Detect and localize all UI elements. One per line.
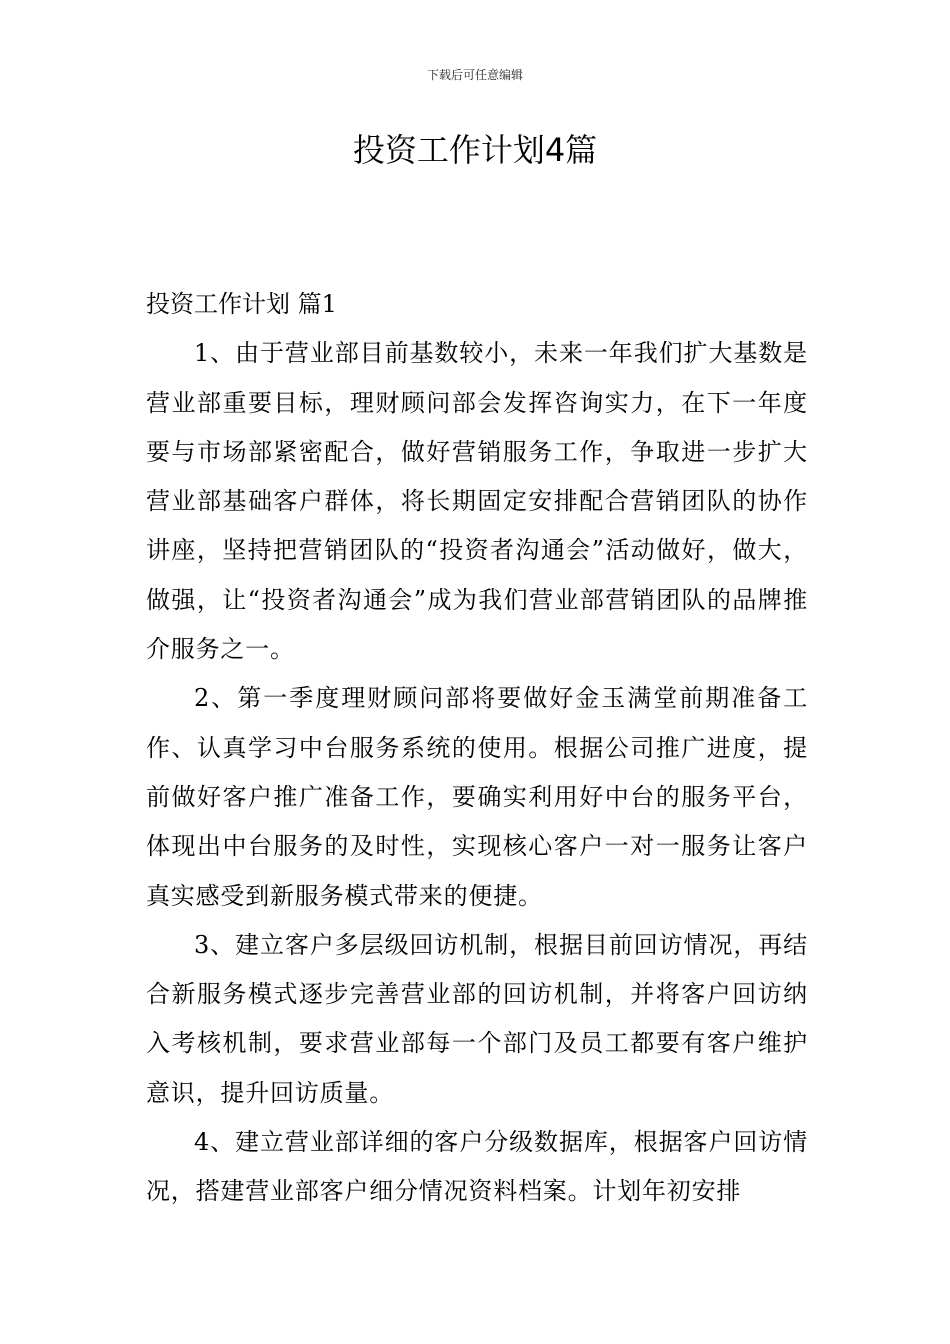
- section-heading: 投资工作计划 篇1: [146, 290, 337, 318]
- header-note: 下载后可任意编辑: [426, 68, 523, 82]
- paragraph-2: 2、第一季度理财顾问部将要做好金玉满堂前期准备工作、认真学习中台服务系统的使用。根据公司推广进度，提前做好客户推广准备工作，要确实利用好中台的服务平台，体现出中台服务的及时性，实现核心客户一对一服务让客户真实感受到新服务模式带来的便捷。: [146, 684, 808, 910]
- document-title: 投资工作计划4篇: [352, 131, 598, 169]
- paragraph-3: 3、建立客户多层级回访机制，根据目前回访情况，再结合新服务模式逐步完善营业部的回访机制，并将客户回访纳入考核机制，要求营业部每一个部门及员工都要有客户维护意识，提升回访质量。: [146, 930, 808, 1107]
- paragraph-1: 1、由于营业部目前基数较小，未来一年我们扩大基数是营业部重要目标，理财顾问部会发挥咨询实力，在下一年度要与市场部紧密配合，做好营销服务工作，争取进一步扩大营业部基础客户群体，将长期固定安排配合营销团队的协作讲座，坚持把营销团队的“投资者沟通会”活动做好，做大，做强，让“投资者沟通会”成为我们营业部营销团队的品牌推介服务之一。: [146, 339, 808, 664]
- paragraph-4: 4、建立营业部详细的客户分级数据库，根据客户回访情况，搭建营业部客户细分情况资料档案。计划年初安排: [146, 1128, 808, 1206]
- document-body: [146, 280, 808, 1217]
